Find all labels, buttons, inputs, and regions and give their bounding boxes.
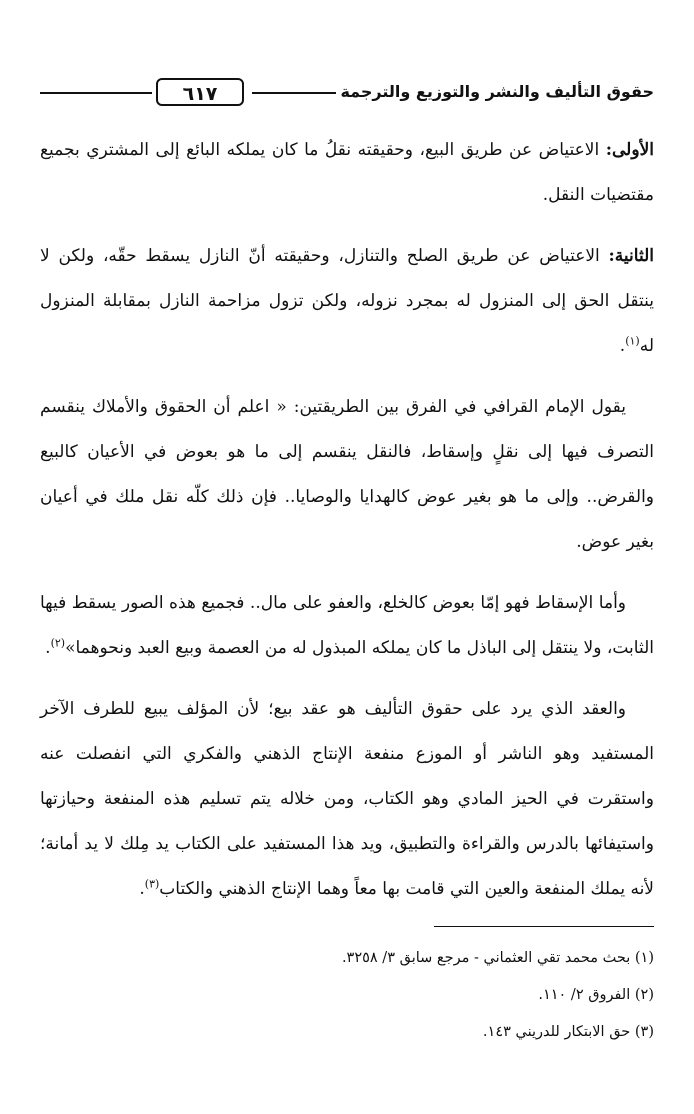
paragraph-end: .	[45, 638, 51, 658]
footnote-item: (٣) حق الابتكار للدريني ١٤٣.	[482, 1024, 654, 1040]
header-rule-end	[40, 92, 152, 94]
paragraph-qarafi-quote	[40, 385, 654, 565]
paragraph-second-type	[40, 234, 654, 369]
page-number: ٦١٧	[156, 78, 244, 106]
footnote-item: (١) بحث محمد تقي العثماني - مرجع سابق ٣/ ٣٢٥٨.	[341, 950, 654, 966]
paragraph-text: وأما الإسقاط فهو إمّا بعوض كالخلع، والعفو على مال.. فجميع هذه الصور يسقط فيها الثابت، ولا ينتقل إلى الباذل ما كان يملكه المبذول له من العصمة وبيع العبد ونحوهما»	[40, 593, 654, 658]
footnotes	[40, 940, 654, 1051]
paragraph-contract	[40, 687, 654, 912]
paragraph-end: .	[139, 879, 145, 899]
header-rule	[252, 92, 336, 94]
paragraph-first-type	[40, 128, 654, 218]
footnote-divider	[434, 926, 654, 927]
header-title: حقوق التأليف والنشر والتوزيع والترجمة	[340, 82, 654, 101]
paragraph-isqat	[40, 581, 654, 671]
paragraph-text: الاعتياض عن طريق البيع، وحقيقته نقلُ ما كان يملكه البائع إلى المشتري بجميع مقتضيات النقل.	[40, 140, 654, 205]
footnote-ref: (١)	[625, 334, 640, 348]
paragraph-lead: الثانية:	[608, 246, 654, 266]
paragraph-lead: الأولى:	[605, 140, 654, 160]
footnote-ref: (٣)	[144, 877, 160, 891]
paragraph-text: الاعتياض عن طريق الصلح والتنازل، وحقيقته أنّ النازل يسقط حقّه، ولكن لا ينتقل الحق إلى المنزول له بمجرد نزوله، ولكن تزول مزاحمة النازل بمقابلة المنزول له	[40, 246, 654, 356]
footnote-ref: (٢)	[50, 636, 66, 650]
footnote-item: (٢) الفروق ٢/ ١١٠.	[538, 987, 654, 1003]
body-text	[40, 128, 654, 928]
paragraph-text: يقول الإمام القرافي في الفرق بين الطريقتين: « اعلم أن الحقوق والأملاك ينقسم التصرف فيها إلى نقلٍ وإسقاط، فالنقل ينقسم إلى ما هو بعوض في الأعيان كالبيع والقرض.. وإلى ما هو بغير عوض كالهدايا والوصايا.. فإن ذلك كلّه نقل ملك في أعيان بغير عوض.	[40, 397, 654, 552]
paragraph-end: .	[619, 336, 626, 356]
paragraph-text: والعقد الذي يرد على حقوق التأليف هو عقد بيع؛ لأن المؤلف يبيع للطرف الآخر المستفيد وهو الناشر أو الموزع منفعة الإنتاج الذهني والفكري التي انفصلت عنه واستقرت في الحيز المادي وهو الكتاب، ومن خلاله يتم تسليم هذه المنفعة وحيازتها واستيفائها بالدرس والقراءة والتطبيق، ويد هذا المستفيد على الكتاب يد مِلك لا يد أمانة؛ لأنه يملك المنفعة والعين التي قامت بها معاً وهما الإنتاج الذهني والكتاب	[40, 699, 654, 899]
running-header	[40, 78, 654, 112]
